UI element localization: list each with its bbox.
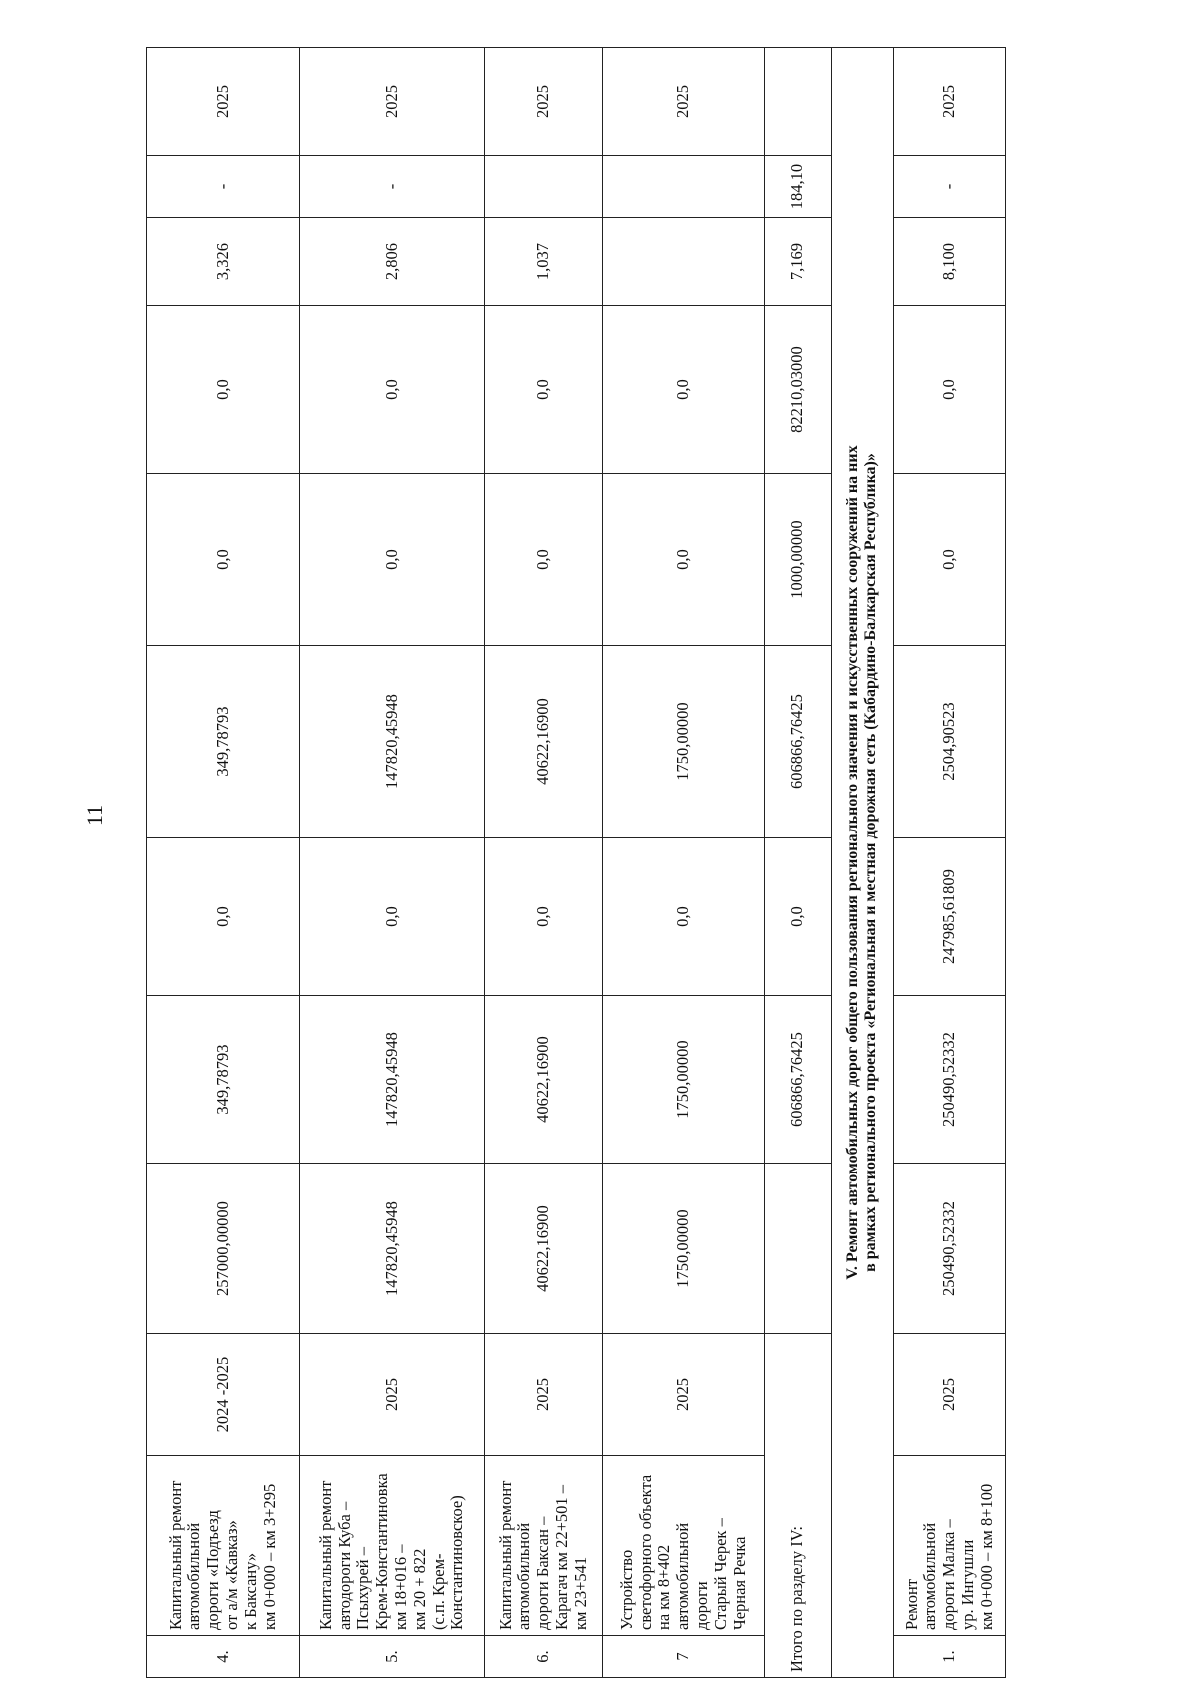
period-cell: 2024 -2025 (147, 1334, 300, 1456)
value-cell: 40622,16900 (484, 1164, 602, 1334)
value-cell: 0,0 (894, 474, 1006, 646)
value-cell: 0,0 (147, 306, 300, 474)
value-cell: 0,0 (484, 474, 602, 646)
table-row (147, 48, 300, 1678)
value-cell: 2,806 (299, 218, 484, 306)
name-line: автомобильной (514, 1522, 534, 1630)
value-cell: 606866,76425 (764, 996, 831, 1164)
year-cell: 2025 (484, 48, 602, 156)
name-line: дороги Баксан – (533, 1516, 553, 1630)
table-row (894, 48, 1006, 1678)
value-cell: 147820,45948 (299, 1164, 484, 1334)
value-cell: 0,0 (484, 306, 602, 474)
value-cell: 40622,16900 (484, 646, 602, 838)
object-name (603, 1456, 764, 1636)
value-cell: 250490,52332 (894, 1164, 1006, 1334)
name-line: Константиновское) (447, 1495, 467, 1630)
value-cell: 0,0 (603, 306, 764, 474)
value-cell: 0,0 (603, 838, 764, 996)
value-cell: 0,0 (299, 306, 484, 474)
value-cell: 0,0 (147, 474, 300, 646)
name-line: на км 8+402 (654, 1544, 674, 1630)
value-cell: 257000,00000 (147, 1164, 300, 1334)
value-cell: 0,0 (147, 838, 300, 996)
name-line: автодороги Куба – (334, 1501, 354, 1630)
value-cell: 8,100 (894, 218, 1006, 306)
period-cell: 2025 (603, 1334, 764, 1456)
table-row (484, 48, 602, 1678)
value-cell: 0,0 (299, 838, 484, 996)
name-line: светофорного объекта (635, 1474, 655, 1630)
value-cell: 2504,90523 (894, 646, 1006, 838)
value-cell: 3,326 (147, 218, 300, 306)
value-cell: - (894, 156, 1006, 218)
name-line: (с.п. Крем- (428, 1553, 448, 1630)
object-name (484, 1456, 602, 1636)
table-row (299, 48, 484, 1678)
row-number: 5. (299, 1636, 484, 1678)
value-cell: 82210,03000 (764, 306, 831, 474)
row-number: 4. (147, 1636, 300, 1678)
value-cell: 1750,00000 (603, 646, 764, 838)
name-line: Черная Речка (729, 1536, 749, 1630)
name-line: Капитальный ремонт (165, 1480, 185, 1630)
value-cell: 0,0 (894, 306, 1006, 474)
year-cell: 2025 (299, 48, 484, 156)
budget-table (146, 47, 1006, 1678)
value-cell (484, 156, 602, 218)
object-name (894, 1456, 1006, 1636)
value-cell: 1000,00000 (764, 474, 831, 646)
value-cell: 349,78793 (147, 646, 300, 838)
total-label: Итого по разделу IV: (764, 1334, 831, 1678)
rotated-table-container (146, 48, 1006, 1678)
name-line: Капитальный ремонт (495, 1480, 515, 1630)
section-title-line: в рамках регионального проекта «Региональная и местная дорожная сеть (Кабардино-Балкарская Республика)» (862, 453, 880, 1272)
name-line: Псыхурей – (353, 1547, 373, 1630)
value-cell: 147820,45948 (299, 996, 484, 1164)
object-name (147, 1456, 300, 1636)
value-cell: 40622,16900 (484, 996, 602, 1164)
page-number: 11 (82, 804, 107, 826)
period-cell: 2025 (894, 1334, 1006, 1456)
name-line: км 0+000 – км 8+100 (976, 1483, 996, 1630)
name-line: к Баксану» (240, 1552, 260, 1630)
name-line: ур. Ингушли (957, 1539, 977, 1630)
name-line: дороги «Подъезд (203, 1510, 223, 1630)
year-cell: 2025 (603, 48, 764, 156)
name-line: км 0+000 – км 3+295 (259, 1483, 279, 1630)
value-cell (764, 1164, 831, 1334)
value-cell: 606866,76425 (764, 646, 831, 838)
name-line: автомобильной (184, 1522, 204, 1630)
period-cell: 2025 (299, 1334, 484, 1456)
name-line: дороги Малка – (939, 1519, 959, 1630)
name-line: автомобильной (673, 1522, 693, 1630)
year-cell (764, 48, 831, 156)
name-line: Старый Черек – (710, 1518, 730, 1630)
year-cell: 2025 (147, 48, 300, 156)
table-row (603, 48, 764, 1678)
value-cell: 0,0 (299, 474, 484, 646)
value-cell: - (147, 156, 300, 218)
value-cell: 1,037 (484, 218, 602, 306)
value-cell: 147820,45948 (299, 646, 484, 838)
name-line: дороги (692, 1581, 712, 1630)
section-title-line: V. Ремонт автомобильных дорог общего пользования регионального значения и искусственных сооружений на них (844, 445, 862, 1280)
object-name (299, 1456, 484, 1636)
name-line: Карагач км 22+501 – (552, 1484, 572, 1630)
section-title (831, 48, 893, 1678)
name-line: автомобильной (920, 1522, 940, 1630)
value-cell: 349,78793 (147, 996, 300, 1164)
value-cell: 1750,00000 (603, 1164, 764, 1334)
row-number: 7 (603, 1636, 764, 1678)
value-cell: 7,169 (764, 218, 831, 306)
value-cell: 250490,52332 (894, 996, 1006, 1164)
name-line: км 23+541 (570, 1556, 590, 1630)
value-cell: 0,0 (603, 474, 764, 646)
period-cell: 2025 (484, 1334, 602, 1456)
value-cell: 1750,00000 (603, 996, 764, 1164)
section-header-row (831, 48, 893, 1678)
name-line: Крем-Константиновка (372, 1473, 392, 1630)
name-line: Устройство (616, 1549, 636, 1630)
year-cell: 2025 (894, 48, 1006, 156)
name-line: Капитальный ремонт (315, 1480, 335, 1630)
name-line: Ремонт (901, 1578, 921, 1630)
value-cell (603, 218, 764, 306)
name-line: км 20 + 822 (409, 1548, 429, 1630)
value-cell: 0,0 (764, 838, 831, 996)
value-cell: 0,0 (484, 838, 602, 996)
value-cell: 247985,61809 (894, 838, 1006, 996)
value-cell: - (299, 156, 484, 218)
name-line: от а/м «Кавказ» (221, 1520, 241, 1630)
value-cell (603, 156, 764, 218)
row-number: 1. (894, 1636, 1006, 1678)
name-line: км 18+016 – (390, 1544, 410, 1630)
total-row (764, 48, 831, 1678)
row-number: 6. (484, 1636, 602, 1678)
value-cell: 184,10 (764, 156, 831, 218)
